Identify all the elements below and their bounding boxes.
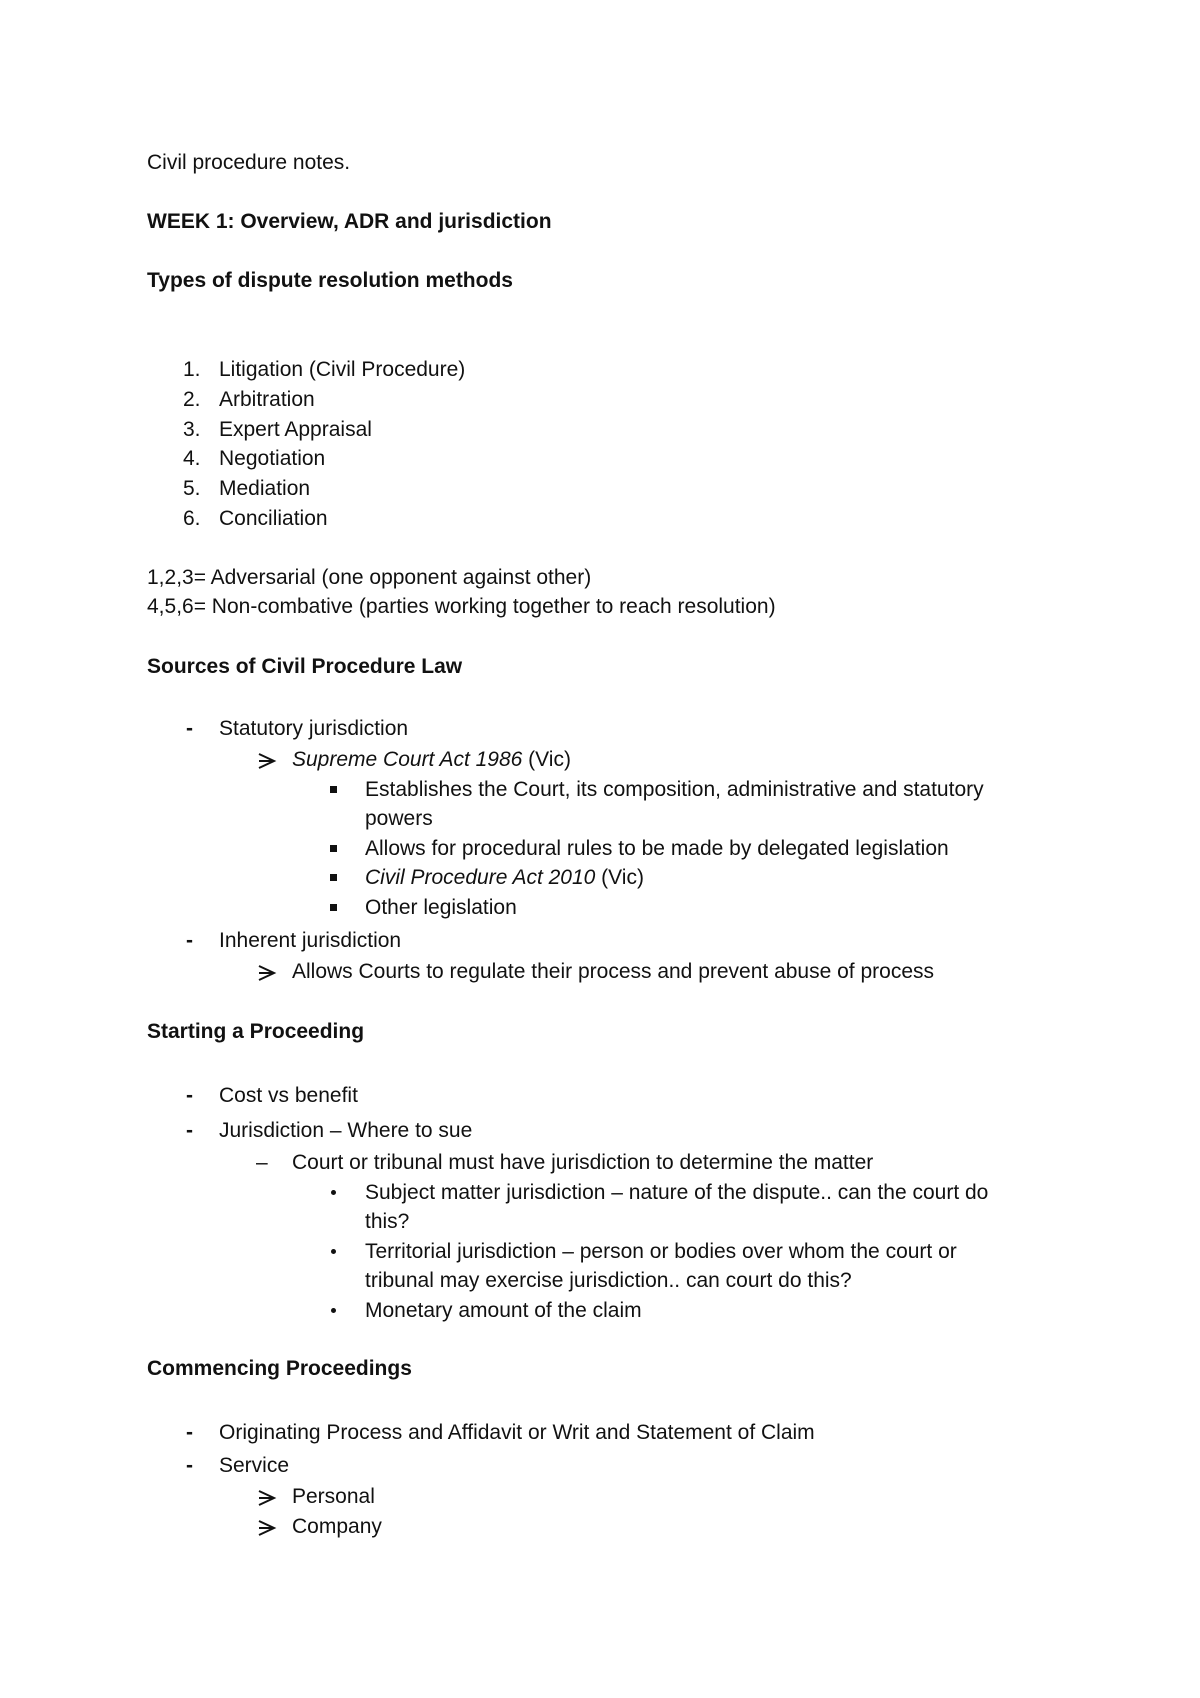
list-item: Litigation (Civil Procedure): [219, 358, 466, 381]
civil-procedure-act-title: Civil Procedure Act 2010: [365, 866, 596, 889]
list-item: Conciliation: [219, 507, 328, 530]
list-number: 4.: [183, 447, 201, 470]
list-item: Arbitration: [219, 388, 315, 411]
originating-item: Originating Process and Affidavit or Writ and Statement of Claim: [219, 1421, 815, 1444]
supreme-court-act-suffix: (Vic): [522, 748, 571, 771]
monetary-item: Monetary amount of the claim: [365, 1299, 642, 1322]
dash-bullet: -: [186, 717, 193, 740]
adversarial-note: 1,2,3= Adversarial (one opponent against other): [147, 566, 592, 589]
civil-procedure-act-line: [365, 865, 644, 891]
other-legislation-item: Other legislation: [365, 896, 517, 919]
list-number: 2.: [183, 388, 201, 411]
company-item: Company: [292, 1515, 382, 1538]
types-heading: Types of dispute resolution methods: [147, 269, 513, 292]
service-item: Service: [219, 1454, 290, 1477]
square-bullet-icon: [330, 845, 337, 852]
list-number: 5.: [183, 477, 201, 500]
square-bullet-icon: [330, 874, 337, 881]
allows-rules-item: Allows for procedural rules to be made by delegated legislation: [365, 837, 949, 860]
dash-bullet: -: [186, 1084, 193, 1107]
list-number: 3.: [183, 418, 201, 441]
document-title: Civil procedure notes.: [147, 151, 351, 174]
dash-bullet: -: [186, 1119, 193, 1142]
territorial-line-2: tribunal may exercise jurisdiction.. can court do this?: [365, 1269, 852, 1292]
arrow-bullet-icon: [256, 1489, 278, 1507]
inherent-sub-item: Allows Courts to regulate their process and prevent abuse of process: [292, 960, 935, 983]
arrow-bullet-icon: [256, 1519, 278, 1537]
non-combative-note: 4,5,6= Non-combative (parties working together to reach resolution): [147, 595, 776, 618]
dash-bullet: -: [186, 1454, 193, 1477]
dash-bullet: -: [186, 929, 193, 952]
establishes-line-2: powers: [365, 807, 433, 830]
commencing-heading: Commencing Proceedings: [147, 1357, 412, 1380]
round-bullet-icon: [331, 1190, 336, 1195]
list-item: Mediation: [219, 477, 311, 500]
supreme-court-act-line: [292, 747, 571, 773]
square-bullet-icon: [330, 904, 337, 911]
dash-bullet: -: [186, 1421, 193, 1444]
week-heading: WEEK 1: Overview, ADR and jurisdiction: [147, 210, 552, 233]
en-dash-bullet: –: [256, 1151, 268, 1174]
arrow-bullet-icon: [256, 752, 278, 770]
establishes-line-1: Establishes the Court, its composition, administrative and statutory: [365, 778, 984, 801]
round-bullet-icon: [331, 1308, 336, 1313]
civil-procedure-act-suffix: (Vic): [595, 866, 644, 889]
sources-heading: Sources of Civil Procedure Law: [147, 655, 463, 678]
territorial-line-1: Territorial jurisdiction – person or bodies over whom the court or: [365, 1240, 957, 1263]
arrow-bullet-icon: [256, 964, 278, 982]
list-item: Expert Appraisal: [219, 418, 372, 441]
inherent-item: Inherent jurisdiction: [219, 929, 402, 952]
round-bullet-icon: [331, 1249, 336, 1254]
subject-matter-line-2: this?: [365, 1210, 410, 1233]
list-number: 6.: [183, 507, 201, 530]
subject-matter-line-1: Subject matter jurisdiction – nature of the dispute.. can the court do: [365, 1181, 989, 1204]
square-bullet-icon: [330, 786, 337, 793]
supreme-court-act-title: Supreme Court Act 1986: [292, 748, 523, 771]
statutory-item: Statutory jurisdiction: [219, 717, 409, 740]
personal-item: Personal: [292, 1485, 375, 1508]
cost-item: Cost vs benefit: [219, 1084, 358, 1107]
jurisdiction-item: Jurisdiction – Where to sue: [219, 1119, 473, 1142]
list-number: 1.: [183, 358, 201, 381]
list-item: Negotiation: [219, 447, 326, 470]
court-must-item: Court or tribunal must have jurisdiction to determine the matter: [292, 1151, 874, 1174]
starting-heading: Starting a Proceeding: [147, 1020, 365, 1043]
